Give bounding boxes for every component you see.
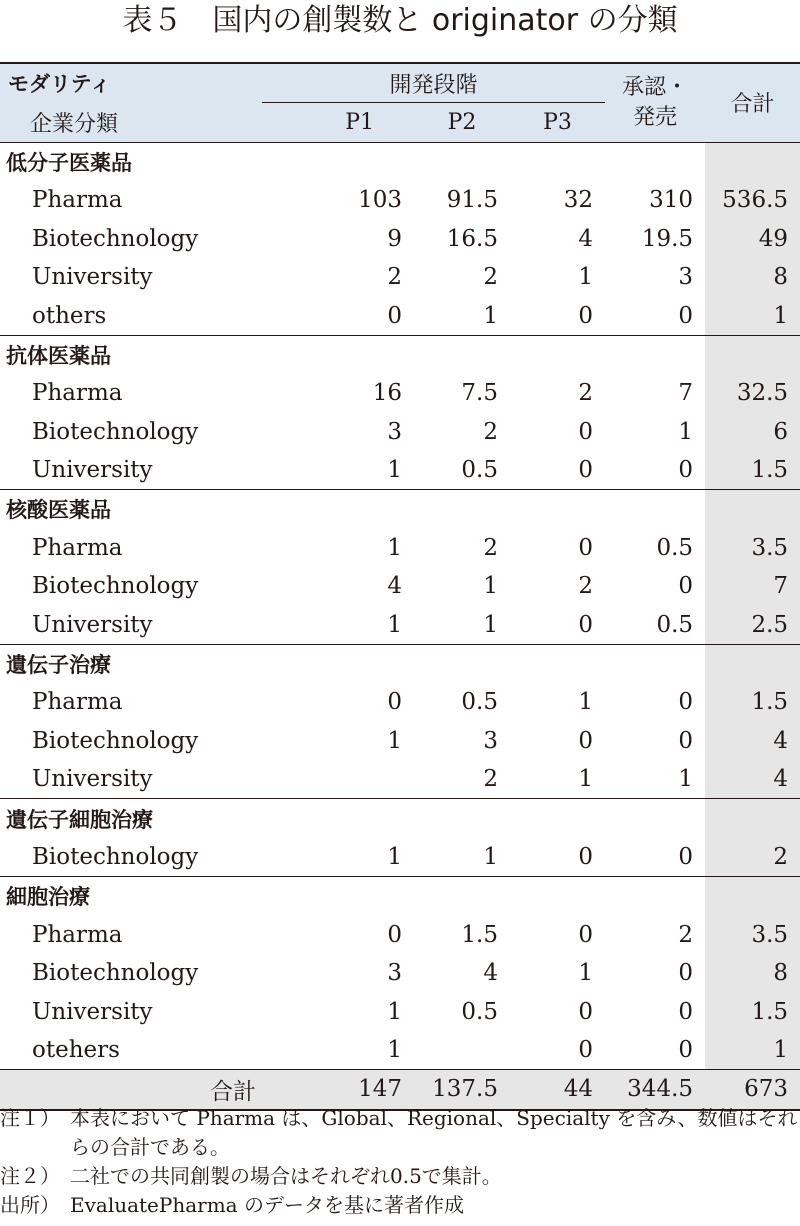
- company-cell: Biotechnology: [32, 727, 199, 754]
- total-cell: 6: [705, 413, 800, 451]
- p2-cell: 91.5: [446, 187, 498, 214]
- p3-cell: 1: [578, 264, 594, 291]
- footnote-label: 注２）: [0, 1164, 60, 1188]
- p2-cell: 1: [483, 611, 498, 638]
- approved-cell: 0: [678, 302, 694, 329]
- p1-cell: 1: [387, 611, 402, 638]
- total-cell: 49: [705, 220, 800, 258]
- total-cell: 1: [705, 1031, 800, 1070]
- table-row: [0, 296, 800, 335]
- footnote-text: 二社での共同創製の場合はそれぞれ0.5で集計。: [70, 1164, 502, 1188]
- company-cell: Biotechnology: [32, 573, 199, 600]
- footnote: [0, 1162, 800, 1191]
- p3-cell: 2: [578, 573, 594, 600]
- company-cell: University: [32, 457, 153, 484]
- p3-cell: 0: [578, 844, 594, 870]
- p1-cell: 3: [387, 960, 402, 987]
- footnote-label: 注１）: [0, 1106, 60, 1130]
- p2-cell: [414, 1031, 510, 1070]
- p2-cell: 1: [483, 844, 498, 870]
- total-cell: 8: [705, 954, 800, 992]
- approved-cell: 0: [678, 960, 694, 987]
- p3-cell: 0: [578, 418, 594, 445]
- table-title: 表５ 国内の創製数と originator の分類: [122, 3, 678, 38]
- company-cell: University: [32, 998, 153, 1025]
- category-label: 抗体医薬品: [0, 335, 705, 374]
- table-row: [0, 992, 800, 1030]
- category-row: [0, 644, 800, 683]
- total-cell: 536.5: [705, 181, 800, 219]
- approved-cell: 0: [678, 844, 694, 870]
- total-cell: 4: [705, 760, 800, 799]
- p3-cell: 32: [563, 187, 594, 214]
- approved-header-line1: 承認・: [622, 74, 689, 100]
- total-cell: 2.5: [705, 605, 800, 644]
- p3-cell: 4: [578, 225, 594, 252]
- p2-cell: 3: [483, 727, 498, 754]
- company-cell: Pharma: [32, 689, 123, 716]
- approved-cell: 1: [678, 418, 694, 445]
- category-total-cell: [705, 644, 800, 683]
- p2-cell: 7.5: [461, 380, 498, 407]
- table-row: [0, 916, 800, 954]
- approved-cell: 0: [678, 573, 694, 600]
- p3-cell: 2: [578, 380, 594, 407]
- p2-header: P2: [414, 103, 510, 142]
- category-row: [0, 142, 800, 181]
- p1-cell: 0: [387, 689, 402, 716]
- category-label: 遺伝子細胞治療: [0, 799, 705, 838]
- approved-cell: 0: [678, 689, 694, 716]
- category-row: [0, 799, 800, 838]
- category-row: [0, 335, 800, 374]
- total-cell: 3.5: [705, 529, 800, 567]
- p1-cell: 103: [358, 187, 402, 214]
- company-cell: others: [32, 302, 107, 329]
- summary-total: 673: [705, 1070, 800, 1110]
- approved-cell: 1: [678, 766, 694, 793]
- category-label: 低分子医薬品: [0, 142, 705, 181]
- p2-cell: 0.5: [461, 457, 498, 484]
- total-cell: 2: [705, 838, 800, 877]
- table-row: [0, 529, 800, 567]
- category-label: 核酸医薬品: [0, 490, 705, 529]
- header-row-1: [0, 63, 800, 103]
- category-row: [0, 490, 800, 529]
- table-row: [0, 181, 800, 219]
- p2-cell: 2: [483, 766, 498, 793]
- summary-label: 合計: [0, 1070, 262, 1110]
- category-total-cell: [705, 799, 800, 838]
- company-cell: Pharma: [32, 534, 123, 561]
- p3-cell: 0: [578, 302, 594, 329]
- category-label: 細胞治療: [0, 877, 705, 916]
- approved-cell: 3: [678, 264, 694, 291]
- footnote: [0, 1104, 800, 1162]
- total-cell: 1.5: [705, 451, 800, 490]
- p3-cell: 1: [578, 960, 594, 987]
- table-row: [0, 374, 800, 412]
- table-row: [0, 258, 800, 296]
- p1-cell: [262, 760, 414, 799]
- originator-table: [0, 62, 800, 1111]
- p1-cell: 16: [372, 380, 402, 407]
- category-total-cell: [705, 490, 800, 529]
- p3-cell: 0: [578, 921, 594, 948]
- company-header: 企業分類: [0, 103, 262, 142]
- table-body: [0, 142, 800, 1069]
- approved-cell: 0: [678, 998, 694, 1025]
- p1-cell: 1: [387, 998, 402, 1025]
- company-cell: Biotechnology: [32, 960, 199, 987]
- p2-cell: 16.5: [446, 225, 498, 252]
- p2-cell: 2: [483, 534, 498, 561]
- total-cell: 3.5: [705, 916, 800, 954]
- p1-cell: 9: [387, 225, 402, 252]
- table-row: [0, 567, 800, 605]
- total-cell: 1.5: [705, 992, 800, 1030]
- p3-header: P3: [510, 103, 605, 142]
- company-cell: Pharma: [32, 187, 123, 214]
- p1-cell: 0: [387, 921, 402, 948]
- table-row: [0, 220, 800, 258]
- approved-cell: 310: [649, 187, 694, 214]
- category-total-cell: [705, 877, 800, 916]
- modality-header: モダリティ: [0, 63, 262, 103]
- footnote: [0, 1191, 800, 1220]
- category-total-cell: [705, 335, 800, 374]
- approved-cell: 19.5: [641, 225, 694, 252]
- p1-cell: 1: [387, 844, 402, 870]
- p2-cell: 2: [483, 264, 498, 291]
- table-row: [0, 722, 800, 760]
- table-row: [0, 838, 800, 877]
- total-cell: 1.5: [705, 683, 800, 721]
- footnotes: [0, 1104, 800, 1220]
- company-cell: Pharma: [32, 380, 123, 407]
- p1-cell: 1: [387, 1036, 402, 1063]
- company-cell: Biotechnology: [32, 418, 199, 445]
- table-row: [0, 683, 800, 721]
- p1-header: P1: [262, 103, 414, 142]
- footnote-text: 本表において Pharma は、Global、Regional、Specialty を含み、数値はそれらの合計である。: [70, 1106, 798, 1159]
- p2-cell: 4: [483, 960, 498, 987]
- approved-cell: 0.5: [656, 611, 694, 638]
- p1-cell: 4: [387, 573, 402, 600]
- category-total-cell: [705, 142, 800, 181]
- summary-p3: 44: [510, 1070, 605, 1110]
- table-row: [0, 451, 800, 490]
- footnote-label: 出所）: [0, 1193, 60, 1217]
- total-header: 合計: [705, 63, 800, 142]
- p2-cell: 1: [483, 302, 498, 329]
- p1-cell: 1: [387, 727, 402, 754]
- company-cell: Pharma: [32, 921, 123, 948]
- p1-cell: 1: [387, 457, 402, 484]
- total-cell: 7: [705, 567, 800, 605]
- table-row: [0, 1031, 800, 1070]
- approved-cell: 0: [678, 727, 694, 754]
- p2-cell: 2: [483, 418, 498, 445]
- company-cell: University: [32, 264, 153, 291]
- p1-cell: 2: [387, 264, 402, 291]
- p3-cell: 0: [578, 998, 594, 1025]
- category-label: 遺伝子治療: [0, 644, 705, 683]
- p3-cell: 1: [578, 689, 594, 716]
- total-cell: 1: [705, 296, 800, 335]
- category-row: [0, 877, 800, 916]
- total-cell: 8: [705, 258, 800, 296]
- p1-cell: 0: [387, 302, 402, 329]
- approved-cell: 2: [678, 921, 694, 948]
- approved-cell: 0: [678, 1036, 694, 1063]
- approved-header: [605, 63, 705, 142]
- table-row: [0, 760, 800, 799]
- summary-p2: 137.5: [414, 1070, 510, 1110]
- summary-approved: 344.5: [605, 1070, 705, 1110]
- p2-cell: 0.5: [461, 689, 498, 716]
- table-row: [0, 413, 800, 451]
- summary-p1: 147: [262, 1070, 414, 1110]
- p3-cell: 1: [578, 766, 594, 793]
- p3-cell: 0: [578, 611, 594, 638]
- p3-cell: 0: [578, 534, 594, 561]
- approved-cell: 0: [678, 457, 694, 484]
- approved-header-line2: 発売: [633, 104, 678, 130]
- company-cell: otehers: [32, 1036, 120, 1063]
- footnote-text: EvaluatePharma のデータを基に著者作成: [70, 1193, 464, 1217]
- total-cell: 4: [705, 722, 800, 760]
- company-cell: University: [32, 766, 153, 793]
- approved-cell: 0.5: [656, 534, 694, 561]
- total-cell: 32.5: [705, 374, 800, 412]
- company-cell: Biotechnology: [32, 225, 199, 252]
- company-cell: University: [32, 611, 153, 638]
- p3-cell: 0: [578, 457, 594, 484]
- approved-cell: 7: [678, 380, 694, 407]
- p2-cell: 1.5: [461, 921, 498, 948]
- p1-cell: 3: [387, 418, 402, 445]
- p2-cell: 0.5: [461, 998, 498, 1025]
- stage-header: 開発段階: [262, 63, 605, 103]
- table-row: [0, 954, 800, 992]
- p3-cell: 0: [578, 1036, 594, 1063]
- p3-cell: 0: [578, 727, 594, 754]
- table-row: [0, 605, 800, 644]
- p1-cell: 1: [387, 534, 402, 561]
- p2-cell: 1: [483, 573, 498, 600]
- company-cell: Biotechnology: [32, 844, 199, 870]
